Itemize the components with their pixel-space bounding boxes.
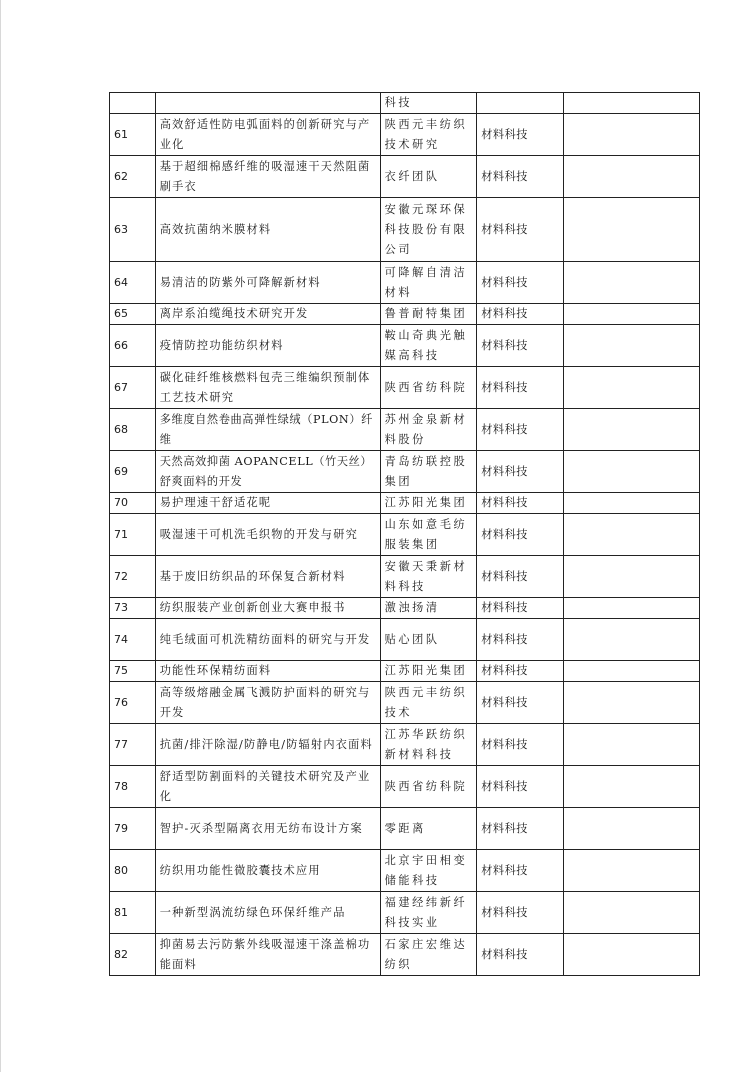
cell-category: 材料科技 (477, 514, 563, 556)
cell-unit: 可降解自清洁材料 (380, 262, 477, 304)
cell-no: 81 (110, 892, 156, 934)
cell-category: 材料科技 (477, 556, 563, 598)
cell-unit: 衣纤团队 (380, 156, 477, 198)
cell-category: 材料科技 (477, 724, 563, 766)
cell-project-name: 纺织用功能性微胶囊技术应用 (155, 850, 380, 892)
cell-no: 74 (110, 619, 156, 661)
cell-no: 82 (110, 934, 156, 976)
cell-category: 材料科技 (477, 892, 563, 934)
cell-note (563, 156, 699, 198)
cell-category: 材料科技 (477, 409, 563, 451)
cell-unit: 鞍山奇典光触媒高科技 (380, 325, 477, 367)
cell-category: 材料科技 (477, 156, 563, 198)
cell-no: 63 (110, 198, 156, 262)
cell-unit: 江苏阳光集团 (380, 493, 477, 514)
table-row (110, 93, 700, 114)
cell-no: 73 (110, 598, 156, 619)
cell-no: 76 (110, 682, 156, 724)
cell-project-name: 吸湿速干可机洗毛织物的开发与研究 (155, 514, 380, 556)
cell-category: 材料科技 (477, 682, 563, 724)
cell-unit: 山东如意毛纺服装集团 (380, 514, 477, 556)
table-row (110, 766, 700, 808)
cell-no: 66 (110, 325, 156, 367)
cell-category: 材料科技 (477, 598, 563, 619)
cell-note (563, 451, 699, 493)
cell-no: 69 (110, 451, 156, 493)
cell-project-name: 疫情防控功能纺织材料 (155, 325, 380, 367)
table-row (110, 808, 700, 850)
cell-no: 75 (110, 661, 156, 682)
cell-unit: 陕西省纺科院 (380, 367, 477, 409)
cell-unit: 陕西元丰纺织技术研究 (380, 114, 477, 156)
table-row (110, 850, 700, 892)
cell-note (563, 556, 699, 598)
cell-note (563, 808, 699, 850)
cell-category: 材料科技 (477, 451, 563, 493)
table-row (110, 304, 700, 325)
cell-project-name: 智护-灭杀型隔离衣用无纺布设计方案 (155, 808, 380, 850)
cell-no: 79 (110, 808, 156, 850)
cell-unit: 陕西省纺科院 (380, 766, 477, 808)
table-row (110, 451, 700, 493)
cell-unit: 安徽天秉新材料科技 (380, 556, 477, 598)
cell-no: 67 (110, 367, 156, 409)
cell-category: 材料科技 (477, 808, 563, 850)
cell-note (563, 325, 699, 367)
table-row (110, 934, 700, 976)
cell-note (563, 619, 699, 661)
cell-category: 材料科技 (477, 850, 563, 892)
cell-unit: 科技 (380, 93, 477, 114)
table-row (110, 262, 700, 304)
cell-project-name: 易护理速干舒适花呢 (155, 493, 380, 514)
table-row (110, 514, 700, 556)
cell-category: 材料科技 (477, 619, 563, 661)
cell-unit: 零距离 (380, 808, 477, 850)
cell-note (563, 198, 699, 262)
cell-project-name: 纺织服装产业创新创业大赛申报书 (155, 598, 380, 619)
cell-project-name: 天然高效抑菌 AOPANCELL（竹天丝）舒爽面料的开发 (155, 451, 380, 493)
cell-no: 62 (110, 156, 156, 198)
cell-project-name: 一种新型涡流纺绿色环保纤维产品 (155, 892, 380, 934)
cell-note (563, 304, 699, 325)
cell-note (563, 934, 699, 976)
cell-project-name: 高效舒适性防电弧面料的创新研究与产业化 (155, 114, 380, 156)
cell-no: 61 (110, 114, 156, 156)
cell-unit: 陕西元丰纺织技术 (380, 682, 477, 724)
cell-note (563, 514, 699, 556)
cell-unit: 福建经纬新纤科技实业 (380, 892, 477, 934)
cell-project-name: 离岸系泊缆绳技术研究开发 (155, 304, 380, 325)
table-row (110, 619, 700, 661)
cell-unit: 鲁普耐特集团 (380, 304, 477, 325)
cell-note (563, 598, 699, 619)
cell-category: 材料科技 (477, 934, 563, 976)
table-row (110, 198, 700, 262)
cell-no: 64 (110, 262, 156, 304)
cell-category: 材料科技 (477, 114, 563, 156)
cell-project-name: 易清洁的防紫外可降解新材料 (155, 262, 380, 304)
cell-unit: 青岛纺联控股集团 (380, 451, 477, 493)
cell-unit: 激浊扬清 (380, 598, 477, 619)
table-row (110, 156, 700, 198)
cell-category: 材料科技 (477, 325, 563, 367)
cell-no: 80 (110, 850, 156, 892)
cell-no: 78 (110, 766, 156, 808)
cell-unit: 北京宇田相变储能科技 (380, 850, 477, 892)
table-body (110, 93, 700, 976)
cell-project-name: 舒适型防割面料的关键技术研究及产业化 (155, 766, 380, 808)
cell-note (563, 682, 699, 724)
cell-no: 68 (110, 409, 156, 451)
cell-unit: 石家庄宏维达纺织 (380, 934, 477, 976)
cell-no: 65 (110, 304, 156, 325)
cell-category: 材料科技 (477, 304, 563, 325)
cell-category (477, 93, 563, 114)
cell-project-name: 碳化硅纤维核燃料包壳三维编织预制体工艺技术研究 (155, 367, 380, 409)
cell-note (563, 766, 699, 808)
cell-note (563, 367, 699, 409)
project-table (109, 92, 700, 976)
cell-project-name: 基于超细棉感纤维的吸湿速干天然阻菌刷手衣 (155, 156, 380, 198)
cell-project-name (155, 93, 380, 114)
table-row (110, 114, 700, 156)
cell-note (563, 409, 699, 451)
table-row (110, 661, 700, 682)
cell-project-name: 基于废旧纺织品的环保复合新材料 (155, 556, 380, 598)
cell-project-name: 纯毛绒面可机洗精纺面料的研究与开发 (155, 619, 380, 661)
cell-unit: 安徽元琛环保科技股份有限公司 (380, 198, 477, 262)
cell-category: 材料科技 (477, 661, 563, 682)
cell-no: 71 (110, 514, 156, 556)
cell-no (110, 93, 156, 114)
cell-project-name: 高等级熔融金属飞溅防护面料的研究与开发 (155, 682, 380, 724)
cell-note (563, 850, 699, 892)
table-row (110, 409, 700, 451)
table-row (110, 598, 700, 619)
table-row (110, 325, 700, 367)
cell-unit: 苏州金泉新材料股份 (380, 409, 477, 451)
cell-project-name: 高效抗菌纳米膜材料 (155, 198, 380, 262)
cell-category: 材料科技 (477, 262, 563, 304)
table-row (110, 556, 700, 598)
cell-no: 72 (110, 556, 156, 598)
table-row (110, 682, 700, 724)
table-row (110, 367, 700, 409)
cell-note (563, 93, 699, 114)
cell-project-name: 抑菌易去污防紫外线吸湿速干涤盖棉功能面料 (155, 934, 380, 976)
cell-project-name: 多维度自然卷曲高弹性绿绒（PLON）纤维 (155, 409, 380, 451)
cell-note (563, 892, 699, 934)
cell-note (563, 724, 699, 766)
cell-note (563, 661, 699, 682)
cell-note (563, 493, 699, 514)
cell-project-name: 功能性环保精纺面料 (155, 661, 380, 682)
cell-note (563, 262, 699, 304)
cell-note (563, 114, 699, 156)
cell-unit: 贴心团队 (380, 619, 477, 661)
cell-unit: 江苏华跃纺织新材料科技 (380, 724, 477, 766)
cell-category: 材料科技 (477, 493, 563, 514)
cell-category: 材料科技 (477, 198, 563, 262)
cell-category: 材料科技 (477, 367, 563, 409)
cell-no: 77 (110, 724, 156, 766)
cell-project-name: 抗菌/排汗除湿/防静电/防辐射内衣面料 (155, 724, 380, 766)
table-row (110, 892, 700, 934)
cell-category: 材料科技 (477, 766, 563, 808)
table-row (110, 724, 700, 766)
table-row (110, 493, 700, 514)
cell-no: 70 (110, 493, 156, 514)
cell-unit: 江苏阳光集团 (380, 661, 477, 682)
